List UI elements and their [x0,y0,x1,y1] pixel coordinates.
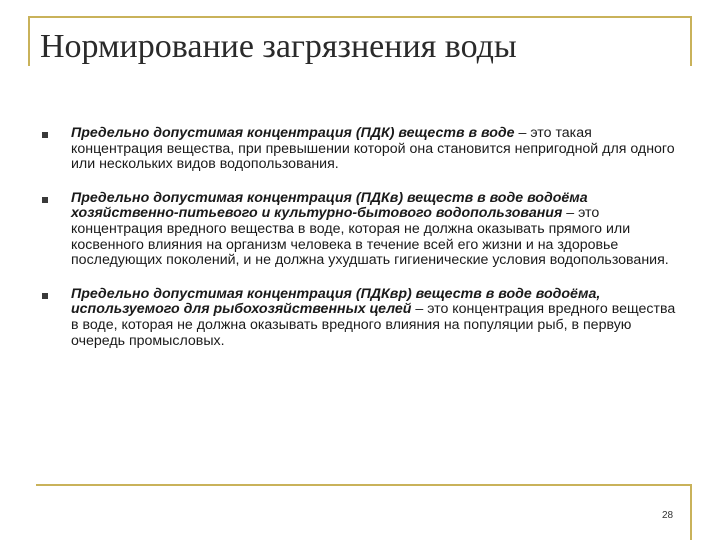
square-bullet-icon [42,132,48,138]
list-item [38,126,678,173]
definition-text: – это концентрация вредного вещества в воде, которая не должна оказывать прямого или косвенного влияния на организм человека в течение всей его жизни и на здоровье последующих поколений, и не должна ухудшать гигиенические условия водопользования. [71,205,669,269]
definition-term: Предельно допустимая концентрация (ПДК) веществ в воде [71,125,515,141]
footer-right-border [690,484,692,540]
square-bullet-icon [42,293,48,299]
definition-text: – это концентрация вредного вещества в воде, которая не должна оказывать вредного влияния на популяции рыб, в первую очередь промысловых. [71,301,676,349]
definition-text: – это такая концентрация вещества, при превышении которой она становится непригодной для одного или нескольких видов водопользования. [71,125,675,173]
frame-top-border [28,16,692,18]
list-item [38,287,678,349]
page-title: Нормирование загрязнения воды [40,28,517,65]
frame-right-border [690,16,692,66]
square-bullet-icon [42,197,48,203]
list-item [38,191,678,269]
definition-list [38,126,678,349]
page-number: 28 [662,510,674,521]
footer-divider [36,484,692,486]
definition-term: Предельно допустимая концентрация (ПДКв) веществ в воде водоёма хозяйственно-питьевого и культурно-бытового водопользования [71,189,588,222]
definition-term: Предельно допустимая концентрация (ПДКвр) веществ в воде водоёма, используемого для рыбохозяйственных целей [71,285,601,318]
frame-left-border [28,16,30,66]
